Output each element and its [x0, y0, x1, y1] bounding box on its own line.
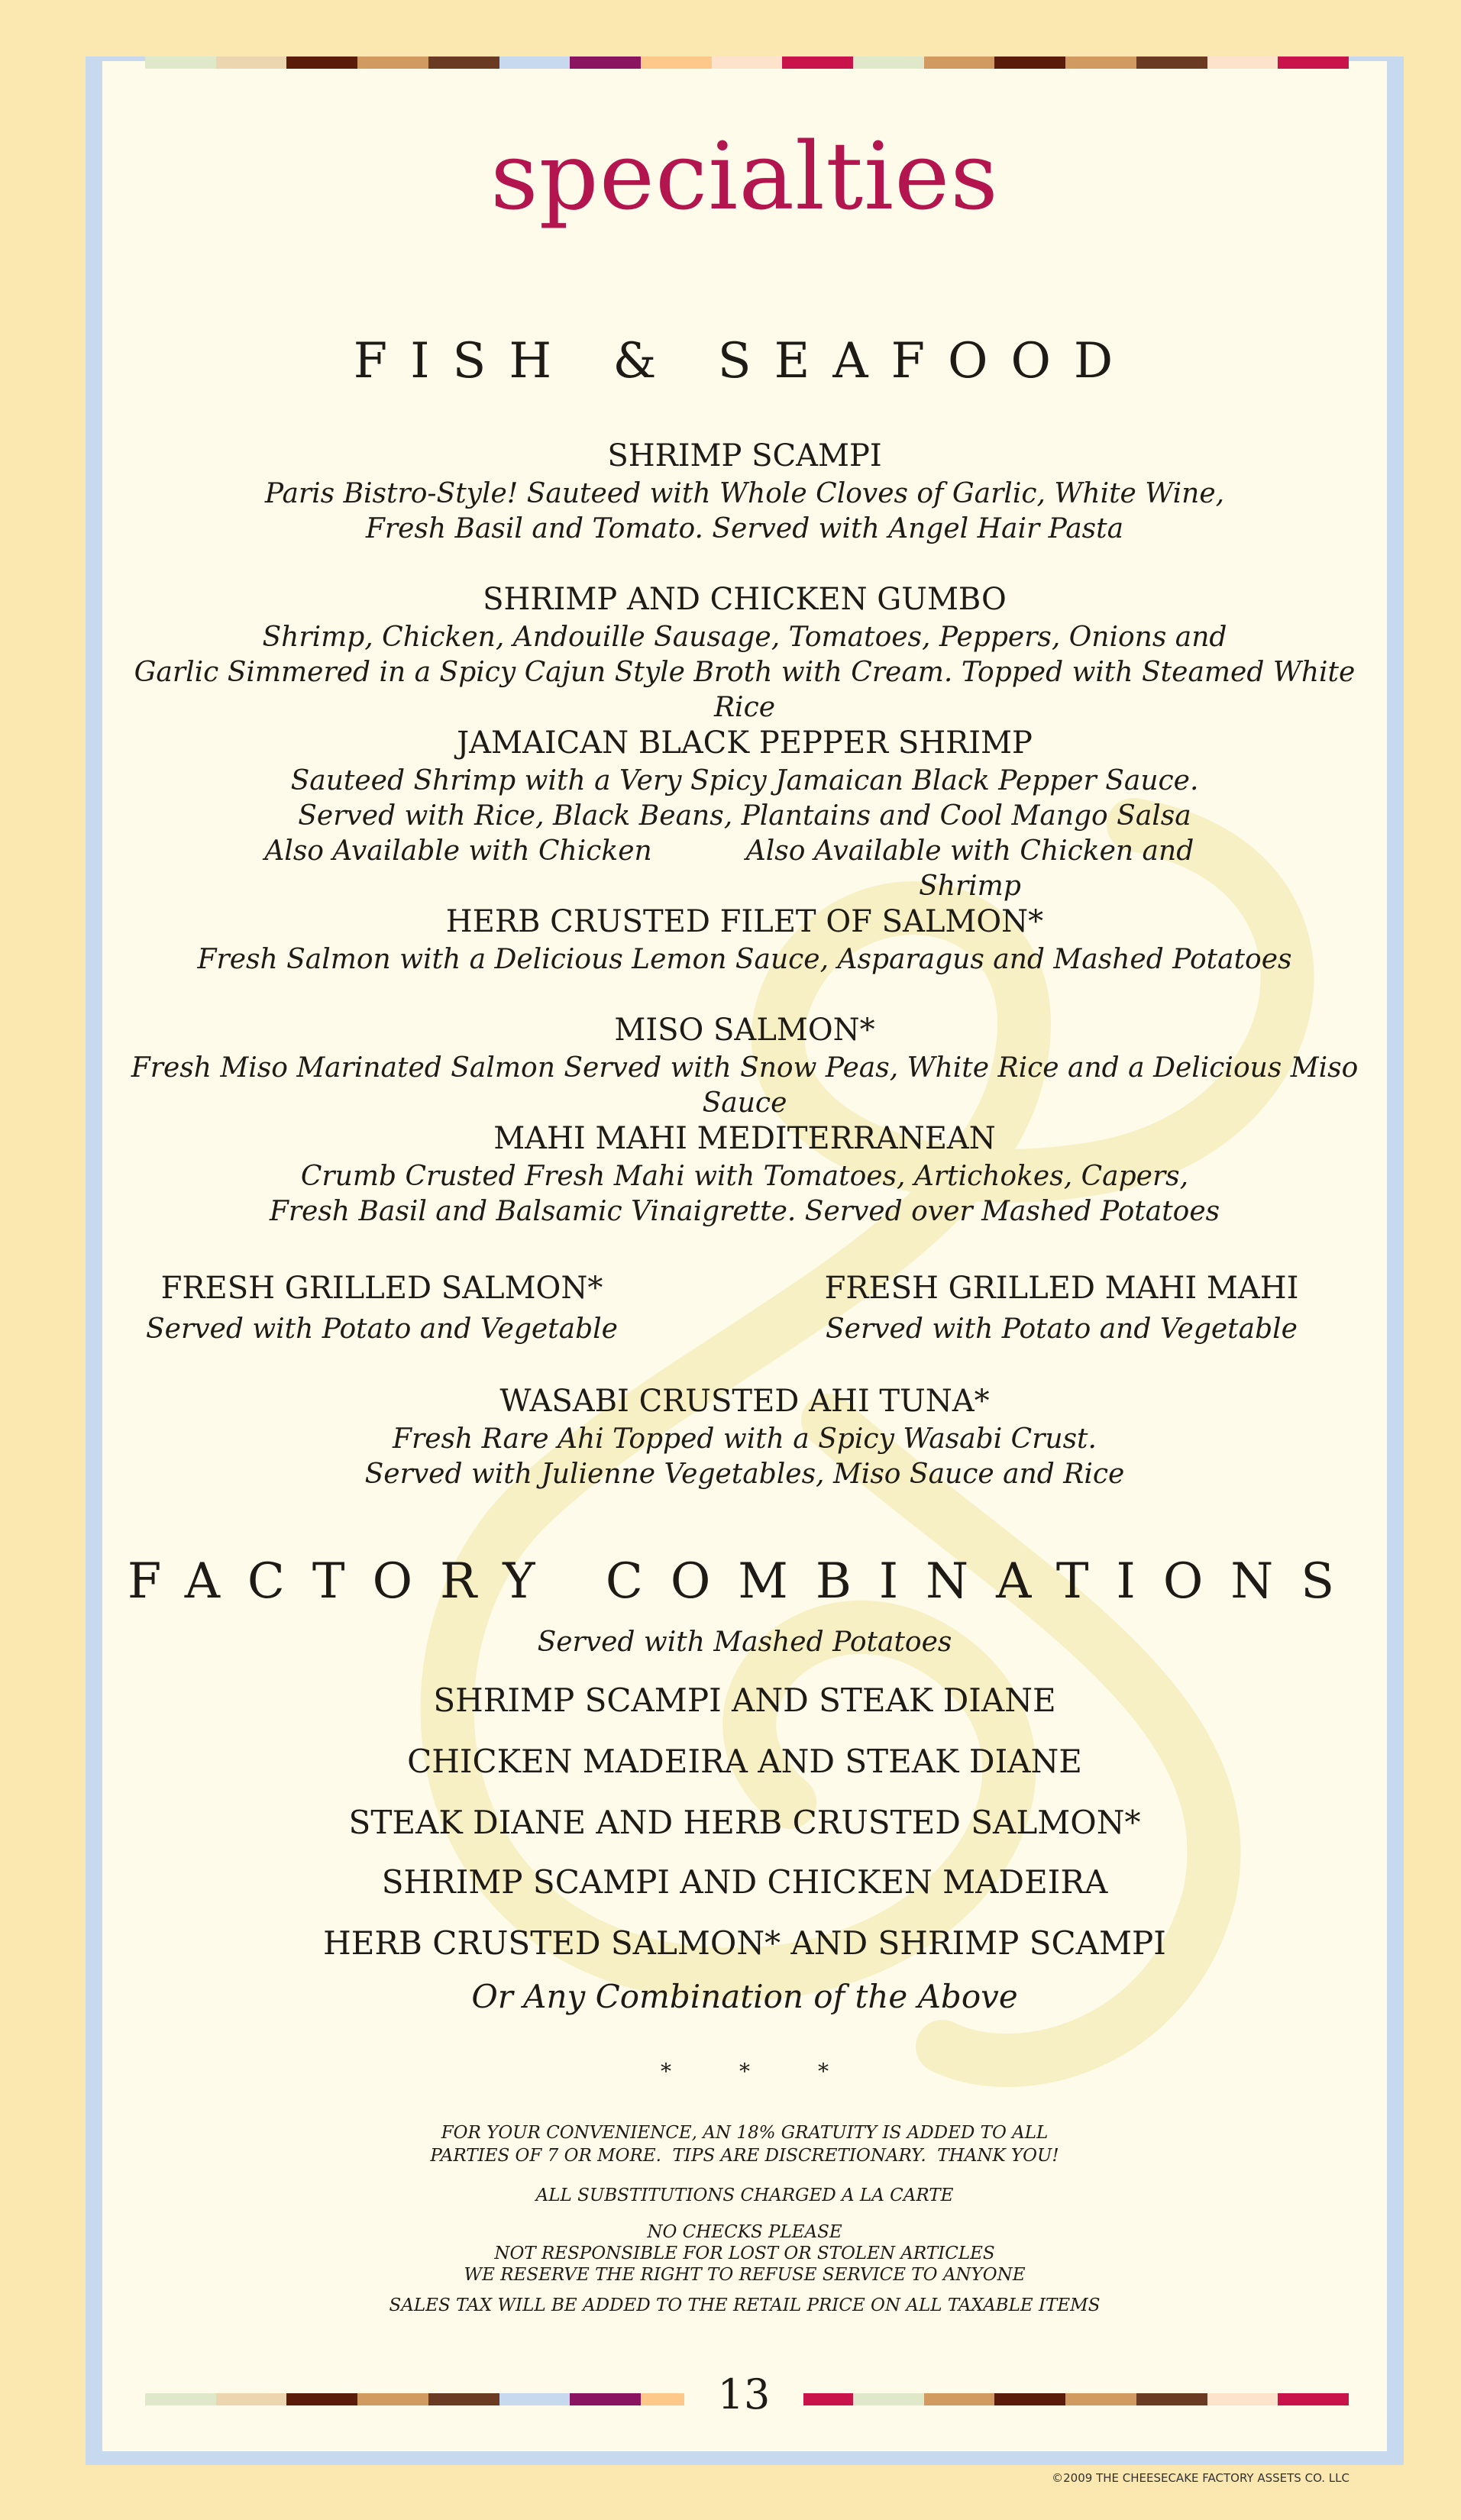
top-color-stripe — [145, 57, 1349, 69]
asterisk-divider: * * * — [660, 2059, 829, 2084]
menu-item-desc: Fresh Miso Marinated Salmon Served with Snow Peas, White Rice and a Delicious Miso Sauce — [131, 1052, 1359, 1119]
menu-item-desc: Fresh Salmon with a Delicious Lemon Sauce, Asparagus and Mashed Potatoes — [197, 944, 1292, 975]
combinations-footer: Or Any Combination of the Above — [471, 1978, 1018, 2015]
menu-item-option: Also Available with Chicken and Shrimp — [745, 835, 1194, 902]
menu-item-name: MISO SALMON* — [614, 1013, 875, 1048]
stripe-segment — [286, 57, 357, 69]
stripe-segment — [216, 57, 287, 69]
menu-item-desc: Served with Potato and Vegetable — [146, 1313, 618, 1345]
menu-item-name: WASABI CRUSTED AHI TUNA* — [499, 1384, 990, 1419]
menu-item-name: SHRIMP SCAMPI — [607, 438, 882, 473]
policy-notice: WE RESERVE THE RIGHT TO REFUSE SERVICE TO ANYONE — [464, 2265, 1026, 2285]
stripe-segment — [1278, 2393, 1349, 2405]
stripe-segment — [499, 57, 571, 69]
menu-item-desc: Garlic Simmered in a Spicy Cajun Style Broth with Cream. Topped with Steamed White Rice — [134, 657, 1356, 723]
policy-notice: NOT RESPONSIBLE FOR LOST OR STOLEN ARTICLES — [494, 2244, 995, 2263]
menu-item-desc: Fresh Basil and Balsamic Vinaigrette. Served over Mashed Potatoes — [269, 1196, 1220, 1227]
stripe-segment — [499, 2393, 571, 2405]
menu-item-desc: Served with Potato and Vegetable — [826, 1313, 1298, 1345]
policy-notice: NO CHECKS PLEASE — [647, 2222, 842, 2242]
stripe-segment — [357, 57, 428, 69]
stripe-segment — [994, 57, 1065, 69]
combination-item: CHICKEN MADEIRA AND STEAK DIANE — [407, 1743, 1082, 1780]
menu-item-name: MAHI MAHI MEDITERRANEAN — [493, 1121, 996, 1156]
menu-item-desc: Crumb Crusted Fresh Mahi with Tomatoes, Artichokes, Capers, — [300, 1161, 1189, 1192]
page-title: specialties — [490, 122, 999, 231]
menu-item-desc: Paris Bistro-Style! Sauteed with Whole Cloves of Garlic, White Wine, — [264, 478, 1225, 509]
combination-item: STEAK DIANE AND HERB CRUSTED SALMON* — [348, 1804, 1141, 1841]
menu-item-desc: Fresh Basil and Tomato. Served with Angel Hair Pasta — [365, 513, 1124, 544]
stripe-segment — [145, 2393, 216, 2405]
menu-item-name: HERB CRUSTED FILET OF SALMON* — [445, 904, 1044, 939]
combination-item: HERB CRUSTED SALMON* AND SHRIMP SCAMPI — [323, 1924, 1166, 1962]
combination-item: SHRIMP SCAMPI AND CHICKEN MADEIRA — [381, 1863, 1108, 1901]
stripe-segment — [924, 57, 995, 69]
stripe-segment — [1278, 57, 1349, 69]
menu-item-desc: Shrimp, Chicken, Andouille Sausage, Tomatoes, Peppers, Onions and — [262, 622, 1227, 653]
gratuity-notice: FOR YOUR CONVENIENCE, AN 18% GRATUITY IS ADDED TO ALL — [441, 2123, 1049, 2143]
stripe-segment — [782, 57, 853, 69]
menu-item-name: FRESH GRILLED SALMON* — [160, 1271, 603, 1306]
stripe-segment — [216, 2393, 287, 2405]
gratuity-notice: PARTIES OF 7 OR MORE. TIPS ARE DISCRETIONARY. THANK YOU! — [430, 2146, 1059, 2166]
stripe-segment — [428, 2393, 499, 2405]
stripe-segment — [1136, 2393, 1207, 2405]
stripe-segment — [570, 2393, 641, 2405]
stripe-segment — [641, 57, 712, 69]
menu-item-desc: Served with Julienne Vegetables, Miso Sauce and Rice — [364, 1459, 1125, 1490]
factory-combinations-heading: FACTORY COMBINATIONS — [127, 1553, 1362, 1610]
stripe-segment — [1207, 2393, 1278, 2405]
menu-panel — [102, 61, 1387, 2451]
substitution-notice: ALL SUBSTITUTIONS CHARGED A LA CARTE — [535, 2186, 954, 2205]
stripe-segment — [1065, 2393, 1136, 2405]
stripe-segment — [853, 57, 924, 69]
stripe-segment — [145, 57, 216, 69]
stripe-segment — [712, 57, 783, 69]
menu-item-desc: Fresh Rare Ahi Topped with a Spicy Wasabi Crust. — [393, 1423, 1097, 1455]
stripe-segment — [1065, 57, 1136, 69]
stripe-segment — [853, 2393, 924, 2405]
stripe-segment — [428, 57, 499, 69]
fish-seafood-heading: FISH & SEAFOOD — [353, 333, 1136, 389]
stripe-segment — [286, 2393, 357, 2405]
menu-item-desc: Sauteed Shrimp with a Very Spicy Jamaican Black Pepper Sauce. — [290, 765, 1199, 796]
stripe-segment — [1207, 57, 1278, 69]
stripe-segment — [1136, 57, 1207, 69]
tax-notice: SALES TAX WILL BE ADDED TO THE RETAIL PRICE ON ALL TAXABLE ITEMS — [389, 2295, 1101, 2315]
stripe-segment — [994, 2393, 1065, 2405]
menu-item-desc: Served with Rice, Black Beans, Plantains and Cool Mango Salsa — [298, 800, 1191, 832]
menu-item-name: FRESH GRILLED MAHI MAHI — [824, 1271, 1299, 1306]
stripe-segment — [570, 57, 641, 69]
menu-item-option: Also Available with Chicken — [264, 835, 652, 867]
page-number: 13 — [717, 2370, 771, 2418]
stripe-segment — [357, 2393, 428, 2405]
combinations-subtitle: Served with Mashed Potatoes — [537, 1627, 952, 1658]
stripe-segment — [924, 2393, 995, 2405]
menu-item-name: JAMAICAN BLACK PEPPER SHRIMP — [457, 725, 1033, 761]
menu-item-name: SHRIMP AND CHICKEN GUMBO — [483, 582, 1007, 617]
copyright-notice: ©2009 THE CHEESECAKE FACTORY ASSETS CO. LLC — [1052, 2471, 1349, 2485]
combination-item: SHRIMP SCAMPI AND STEAK DIANE — [433, 1682, 1056, 1719]
